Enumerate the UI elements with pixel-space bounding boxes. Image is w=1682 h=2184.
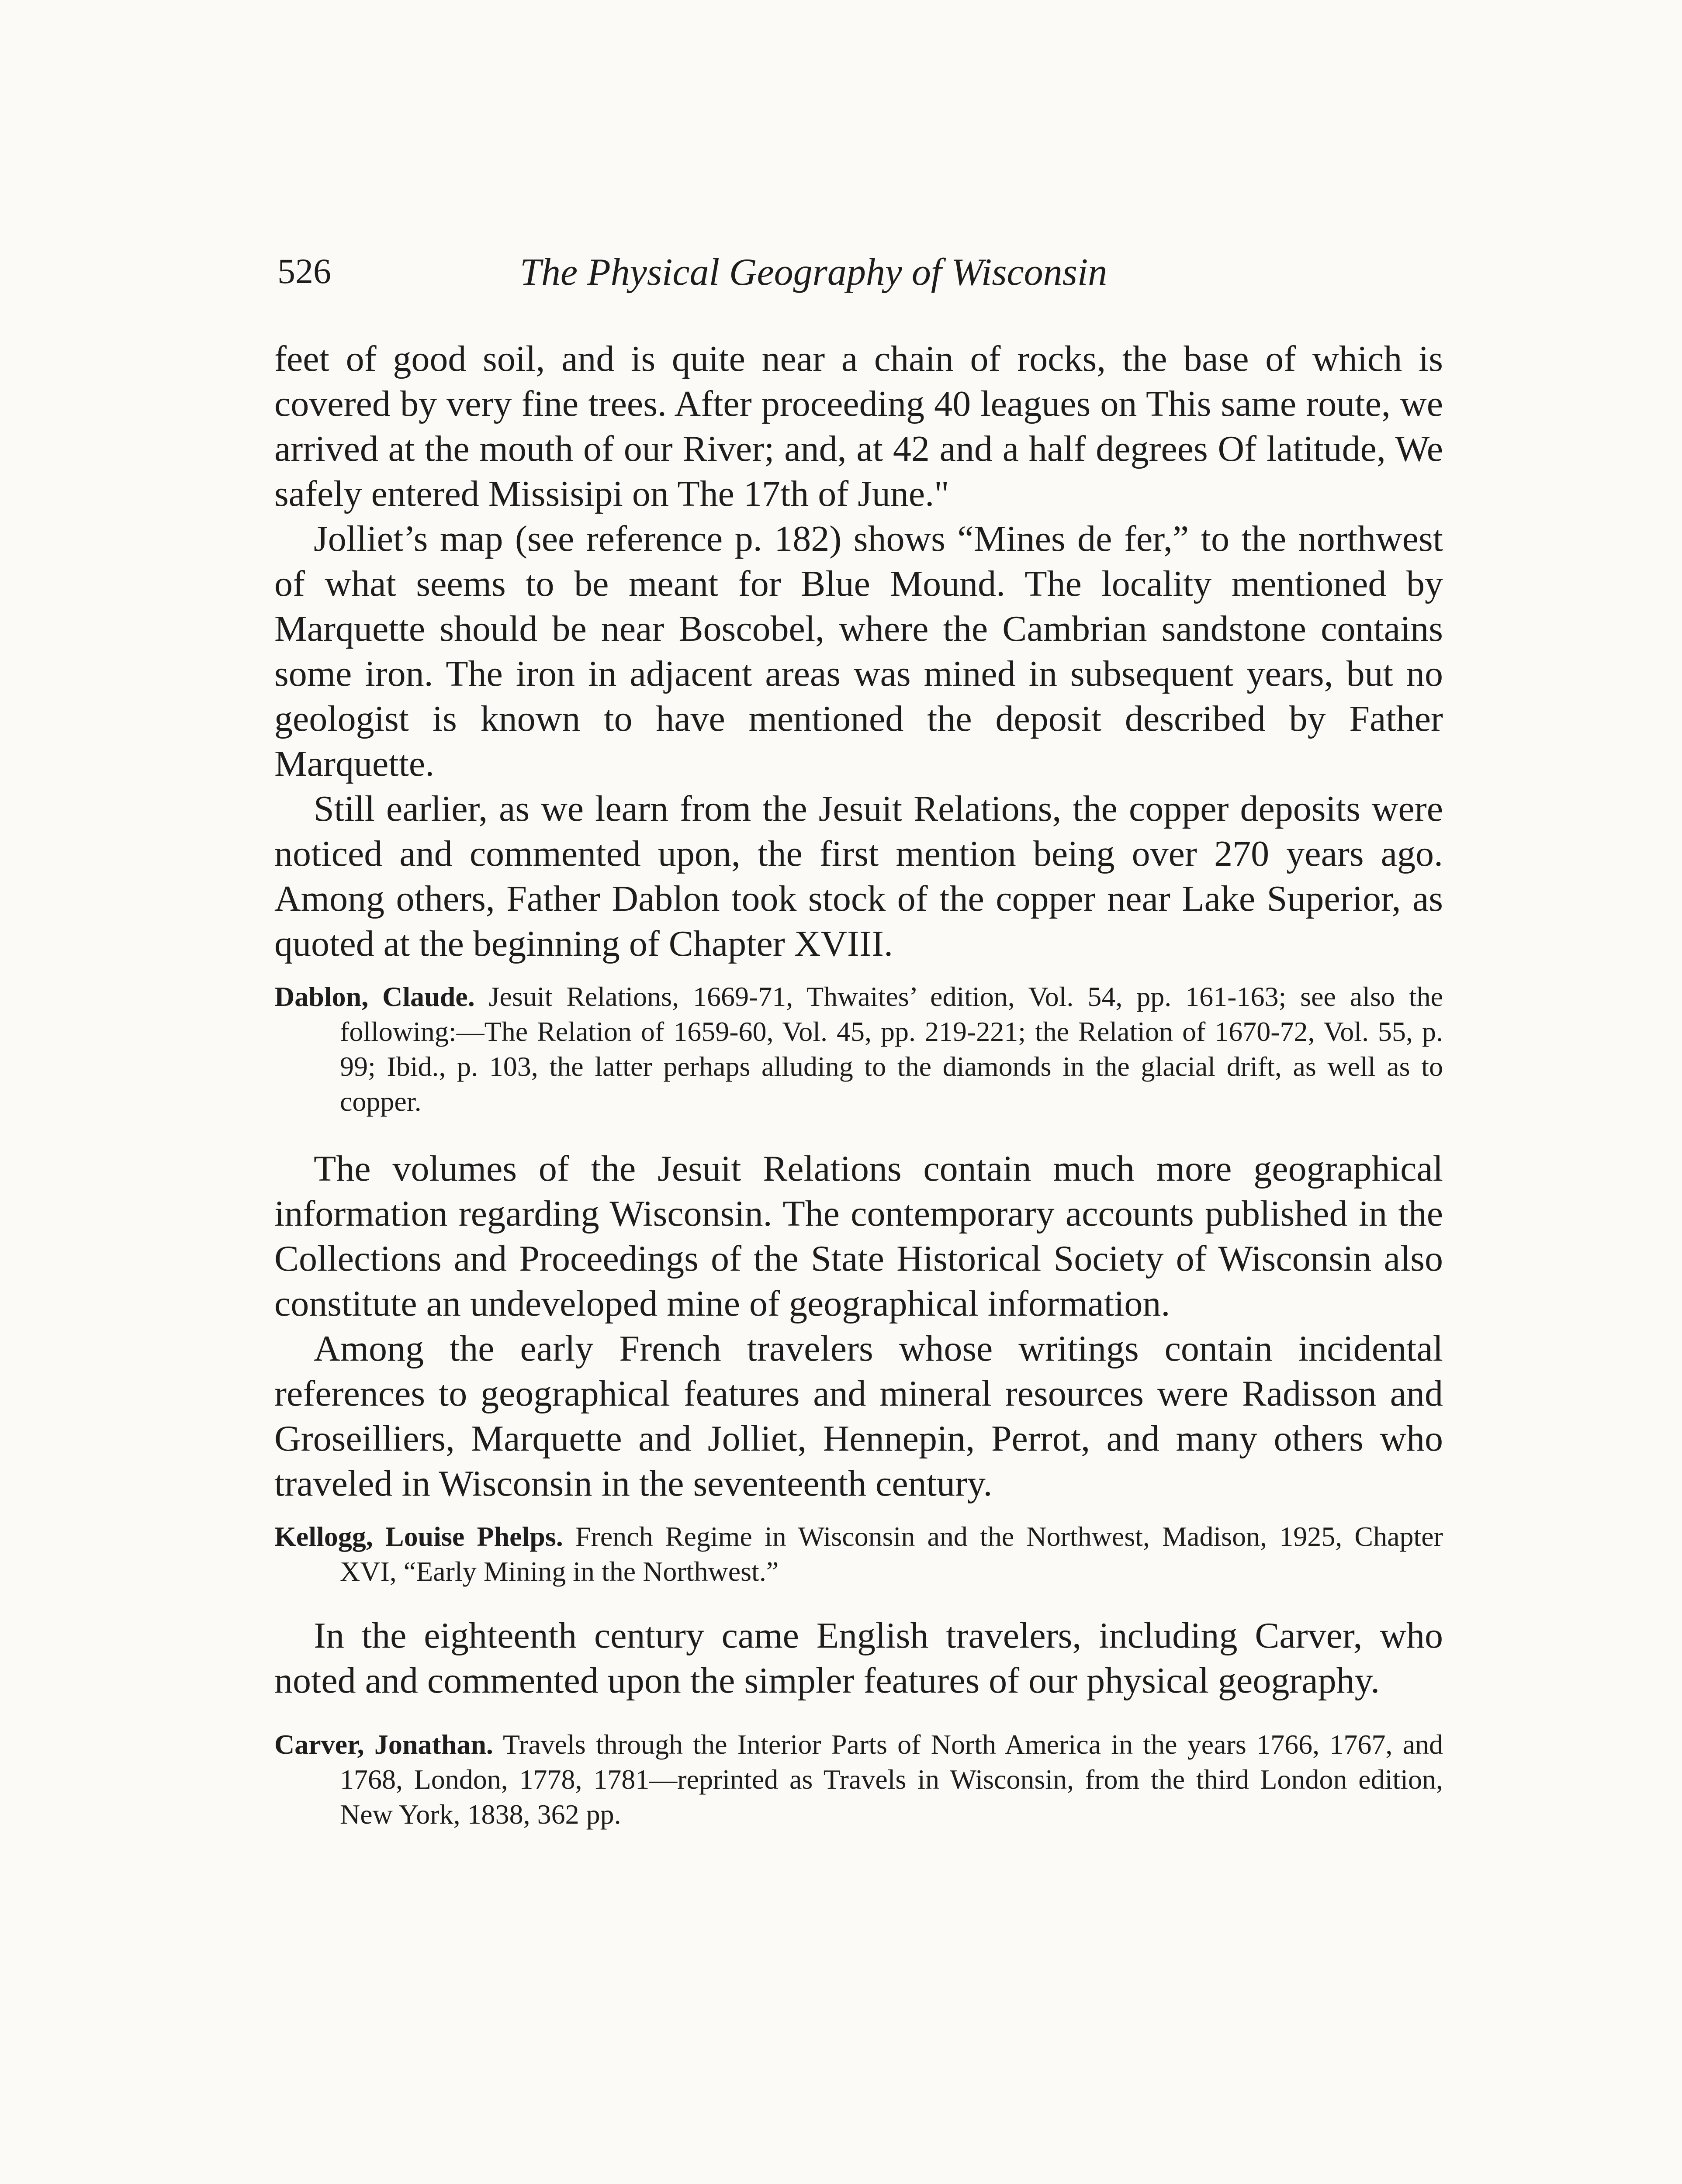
paragraph-english-travelers: In the eighteenth century came English travelers, including Carver, who noted and commented upon the simpler features of our physical geography. [274, 1615, 1443, 1701]
paragraph-french-travelers: Among the early French travelers whose writings contain incidental references to geographical features and mineral resources were Radisson and Groseilliers, Marquette and Jolliet, Hennepin, Perrot, and many others who traveled in Wisconsin in the seventeenth century. [274, 1328, 1443, 1504]
page-body [274, 336, 1443, 1832]
page-header [277, 253, 1446, 306]
reference-text: Travels through the Interior Parts of North America in the years 1766, 1767, and 1768, London, 1778, 1781—reprinted as Travels in Wisconsin, from the third London edition, New York, 1838, 362 pp. [340, 1729, 1443, 1830]
paragraph-jolliet-map: Jolliet’s map (see reference p. 182) shows “Mines de fer,” to the northwest of what seems to be meant for Blue Mound. The locality mentioned by Marquette should be near Boscobel, where the Cambrian sandstone contains some iron. The iron in adjacent areas was mined in subsequent years, but no geologist is known to have mentioned the deposit described by Father Marquette. [274, 518, 1443, 784]
reference-kellogg [274, 1519, 1443, 1589]
reference-text: Jesuit Relations, 1669-71, Thwaites’ edition, Vol. 54, pp. 161-163; see also the following:—The Relation of 1659-60, Vol. 45, pp. 219-221; the Relation of 1670-72, Vol. 55, p. 99; Ibid., p. 103, the latter perhaps alluding to the diamonds in the glacial drift, as well as to copper. [340, 981, 1443, 1117]
paragraph-jesuit-volumes: The volumes of the Jesuit Relations contain much more geographical information regarding Wisconsin. The contemporary accounts published in the Collections and Proceedings of the State Historical Society of Wisconsin also constitute an undeveloped mine of geographical information. [274, 1148, 1443, 1324]
page-number: 526 [277, 251, 331, 291]
reference-text: French Regime in Wisconsin and the Northwest, Madison, 1925, Chapter XVI, “Early Mining in the Northwest.” [340, 1521, 1443, 1587]
reference-author: Dablon, Claude. [274, 981, 475, 1012]
paragraph-continuation: feet of good soil, and is quite near a chain of rocks, the base of which is covered by very fine trees. After proceeding 40 leagues on This same route, we arrived at the mouth of our River; and, at 42 and a half degrees Of latitude, We safely entered Missisipi on The 17th of June." [274, 339, 1443, 514]
reference-carver [274, 1727, 1443, 1832]
reference-author: Carver, Jonathan. [274, 1729, 493, 1760]
paragraph-jesuit-copper: Still earlier, as we learn from the Jesuit Relations, the copper deposits were noticed and commented upon, the first mention being over 270 years ago. Among others, Father Dablon took stock of the copper near Lake Superior, as quoted at the beginning of Chapter XVIII. [274, 788, 1443, 964]
running-title: The Physical Geography of Wisconsin [520, 251, 1107, 294]
reference-author: Kellogg, Louise Phelps. [274, 1521, 563, 1552]
reference-dablon [274, 979, 1443, 1119]
